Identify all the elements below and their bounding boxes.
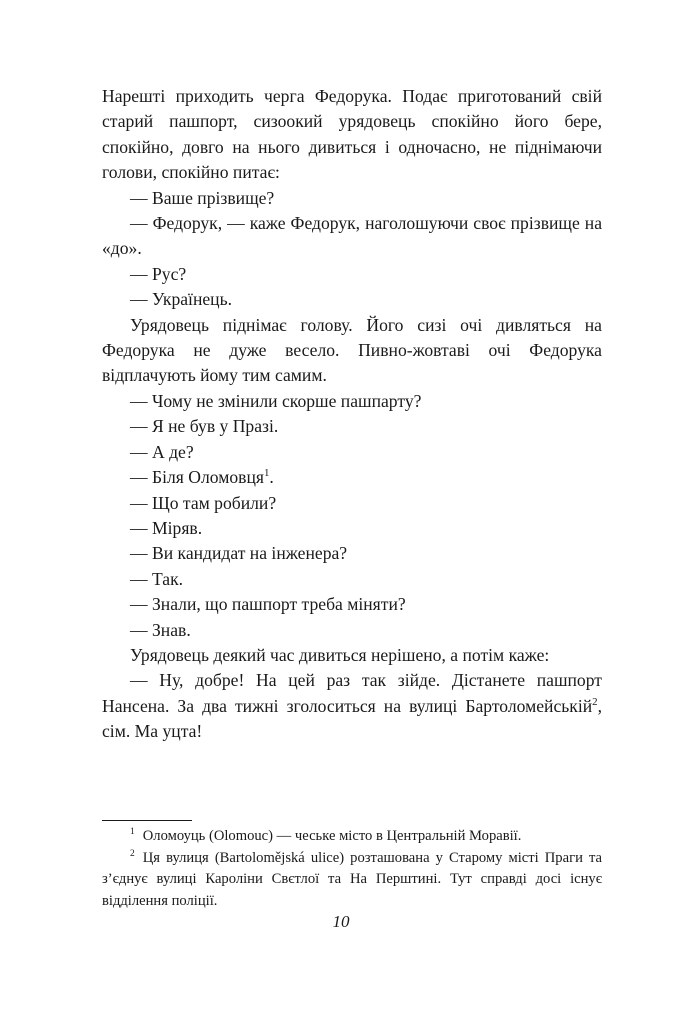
book-page — [102, 84, 602, 745]
dialogue-line: — Чому не змінили скорше пашпарту? — [130, 390, 422, 411]
footnote-mark: 1 — [130, 827, 135, 838]
dialogue-line: — Знали, що пашпорт треба міняти? — [130, 594, 406, 615]
dialogue-line: — Так. — [130, 568, 184, 589]
dialogue-line: — Біля Оломовця$^1$. — [130, 467, 274, 488]
dialogue-line: — Ну, добре! На цей раз так зійде. Дістанете пашпорт Нансена. За два тижні зголоситься на вулиці Бартоломейській$^2$, сім. Ма уцта! — [102, 670, 602, 742]
dialogue-line: — А де? — [130, 441, 194, 462]
paragraph: Урядовець деякий час дивиться нерішено, а потім каже: — [130, 644, 550, 665]
paragraph: Урядовець піднімає голову. Його сизі очі дивляться на Федорука не дуже весело. Пивно-жовтаві очі Федорука відплачують йому тим самим. — [102, 314, 602, 386]
footnote: $^2$ Ця вулиця (Bartolomějská ulice) розташована у Старому місті Праги та з’єднує вулиці Кароліни Свєтлої та На Перштині. Тут справді досі існує відділення поліції. — [102, 848, 602, 909]
body-text — [102, 84, 602, 745]
dialogue-line: — Українець. — [130, 289, 233, 310]
dialogue-line: — Міряв. — [130, 517, 203, 538]
footnote-mark: 2 — [130, 848, 135, 859]
dialogue-line: — Я не був у Празі. — [130, 416, 279, 437]
footnote: $^1$ Оломоуць (Olomouc) — чеське місто в Центральній Моравії. — [130, 827, 522, 844]
dialogue-line: — Ви кандидат на інженера? — [130, 543, 348, 564]
dialogue-line: — Рус? — [130, 263, 187, 284]
footnote-ref[interactable]: 1 — [263, 467, 270, 480]
footnote-ref[interactable]: 2 — [592, 695, 598, 708]
dialogue-line: — Федорук, — каже Федорук, наголошуючи своє прізвище на «до». — [102, 213, 602, 259]
footnotes — [102, 826, 602, 912]
dialogue-line: — Знав. — [130, 619, 191, 640]
dialogue-line: — Ваше прізвище? — [130, 187, 275, 208]
page-number: 10 — [332, 912, 350, 931]
paragraph: Нарешті приходить черга Федорука. Подає приготований свій старий пашпорт, сизоокий урядовець спокійно його бере, спокійно, довго на нього дивиться і одночасно, не піднімаючи голови, спокійно питає: — [102, 86, 602, 183]
dialogue-line: — Що там робили? — [130, 492, 277, 513]
footnote-divider — [102, 820, 192, 821]
